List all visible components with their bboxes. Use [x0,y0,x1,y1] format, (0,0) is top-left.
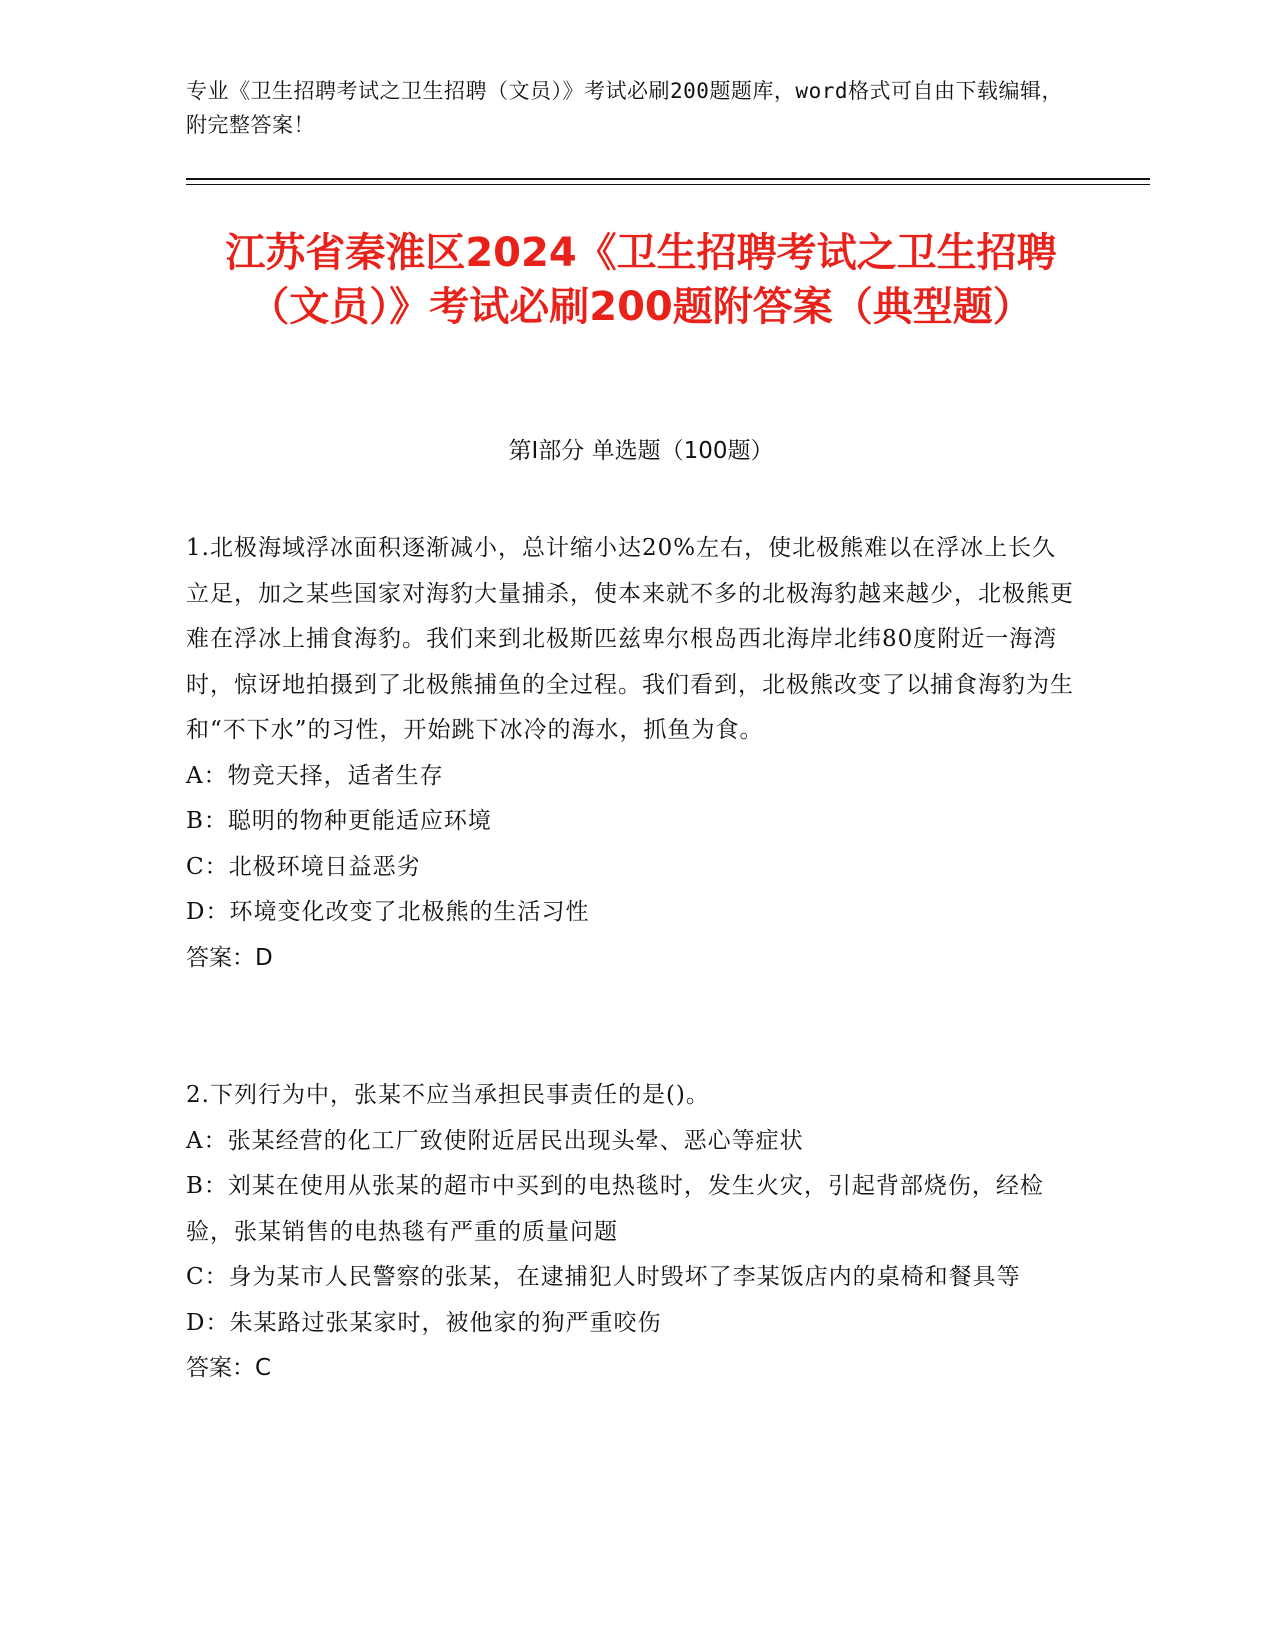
option-b: B：聪明的物种更能适应环境 [186,808,492,834]
header-note: 专业《卫生招聘考试之卫生招聘（文员）》考试必刷200题题库，word格式可自由下载编辑，附完整答案！ [186,79,1063,137]
document-title: 江苏省秦淮区2024《卫生招聘考试之卫生招聘（文员）》考试必刷200题附答案（典型题） [225,230,1057,330]
question-1 [186,526,1076,981]
section-heading: 第Ⅰ部分 单选题（100题） [508,438,774,464]
option-c: C：身为某市人民警察的张某，在逮捕犯人时毁坏了李某饭店内的桌椅和餐具等 [186,1264,1021,1290]
header-rule-thick [186,178,1150,180]
question-stem: 2.下列行为中，张某不应当承担民事责任的是()。 [186,1082,710,1108]
answer-line: 答案：D [186,944,273,971]
answer-line: 答案：C [186,1355,272,1381]
option-d: D：环境变化改变了北极熊的生活习性 [186,899,590,925]
option-a: A：物竞天择，适者生存 [186,762,444,789]
option-d: D：朱某路过张某家时，被他家的狗严重咬伤 [186,1309,662,1336]
header-rule-thin [186,184,1150,185]
question-2 [186,1073,1076,1392]
question-stem: 1.北极海域浮冰面积逐渐减小，总计缩小达20%左右，使北极熊难以在浮冰上长久立足，加之某些国家对海豹大量捕杀，使本来就不多的北极海豹越来越少，北极熊更难在浮冰上捕食海豹。我们来到北极斯匹兹卑尔根岛西北海岸北纬80度附近一海湾时，惊讶地拍摄到了北极熊捕鱼的全过程。我们看到，北极熊改变了以捕食海豹为生和“不下水”的习性，开始跳下冰冷的海水，抓鱼为食。 [186,535,1074,743]
option-b: B：刘某在使用从张某的超市中买到的电热毯时，发生火灾，引起背部烧伤，经检验，张某销售的电热毯有严重的质量问题 [186,1173,1044,1245]
option-a: A：张某经营的化工厂致使附近居民出现头晕、恶心等症状 [186,1127,804,1154]
option-c: C：北极环境日益恶劣 [186,853,421,880]
